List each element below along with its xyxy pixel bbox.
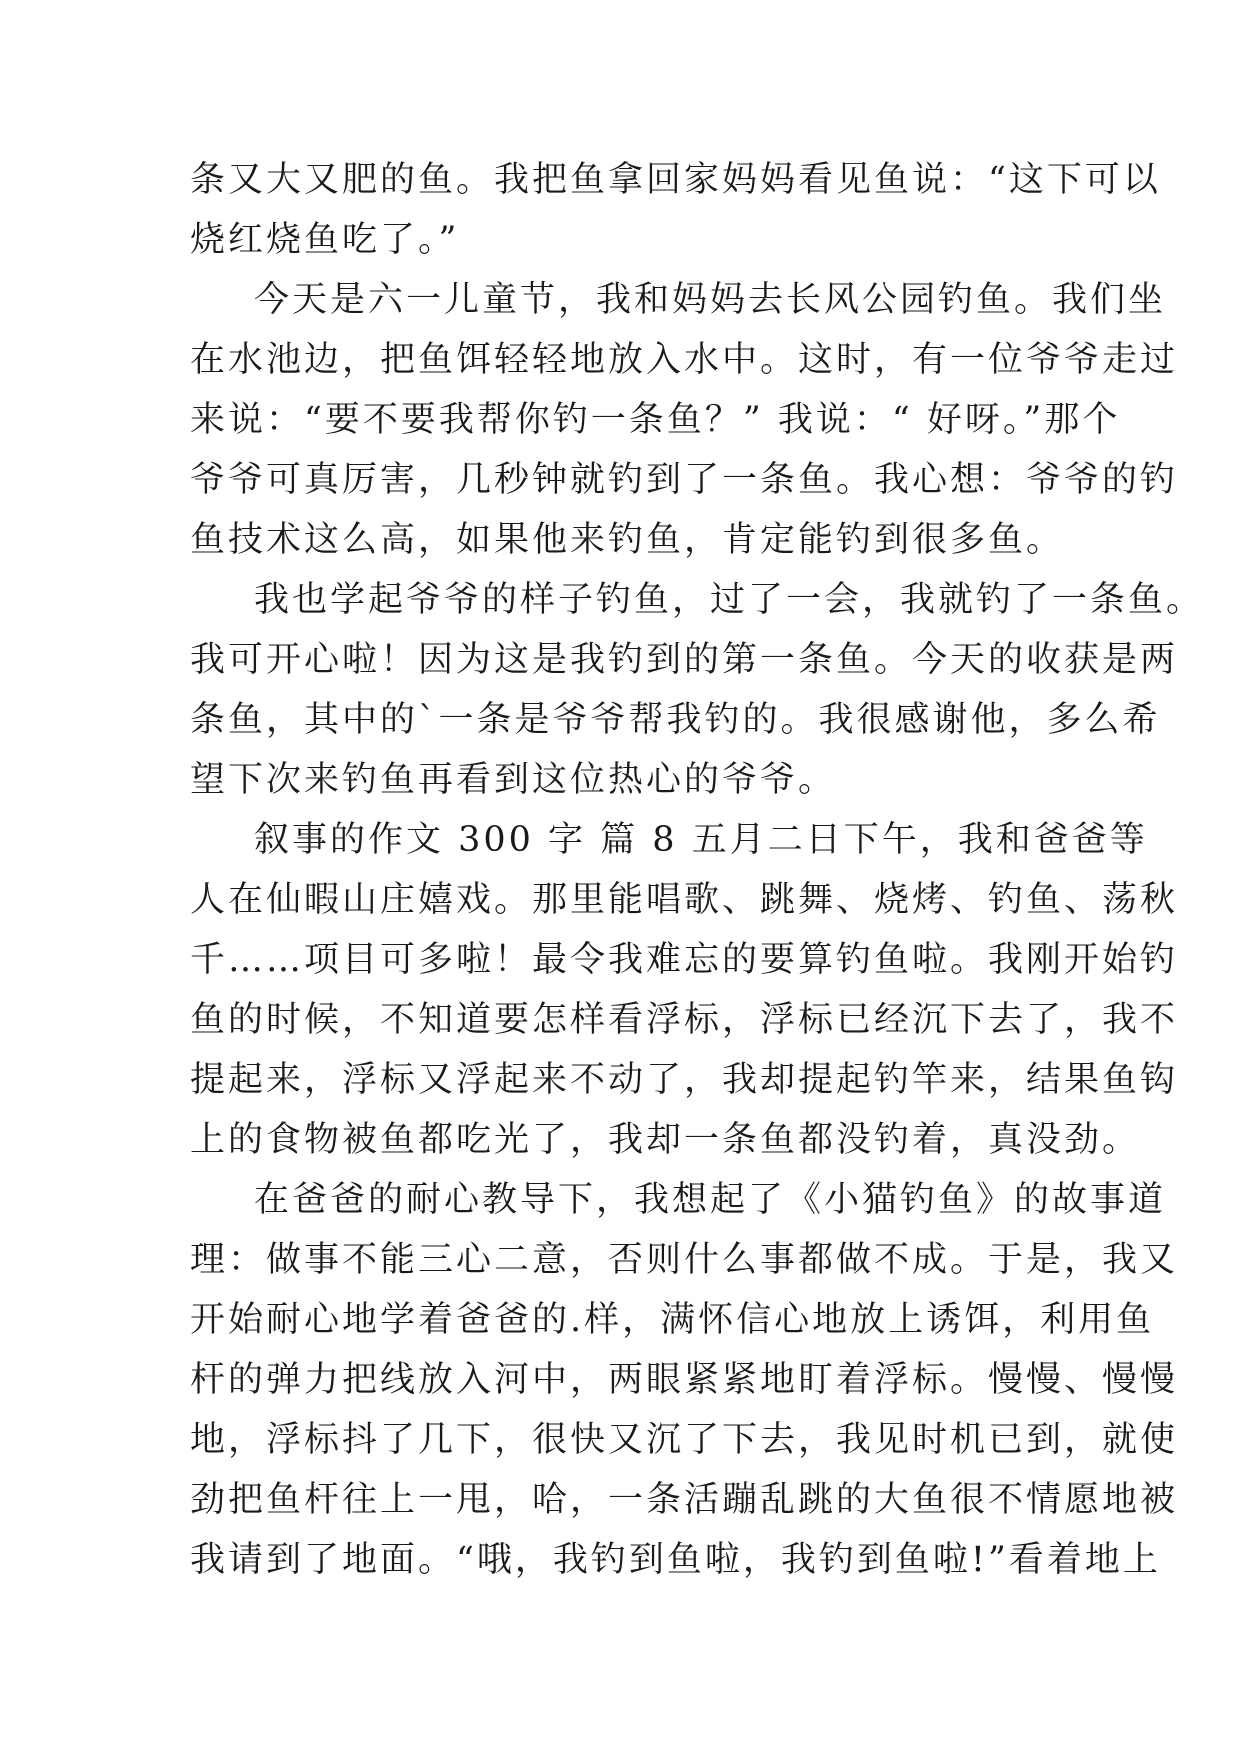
text-line: 千……项目可多啦！最令我难忘的要算钓鱼啦。我刚开始钓 [190,940,1179,980]
paragraph-first-line: 今天是六一儿童节，我和妈妈去长风公园钓鱼。我们坐 [254,280,1167,320]
text-line: 我可开心啦！因为这是我钓到的第一条鱼。今天的收获是两 [190,640,1179,680]
text-line: 爷爷可真厉害，几秒钟就钓到了一条鱼。我心想：爷爷的钓 [190,460,1179,500]
paragraph-first-line: 在爸爸的耐心教导下，我想起了《小猫钓鱼》的故事道 [254,1180,1167,1220]
section-heading-line: 叙事的作文 300 字 篇 8 五月二日下午，我和爸爸等 [254,820,1148,860]
text-line: 条又大又肥的鱼。我把鱼拿回家妈妈看见鱼说：“这下可以 [190,160,1161,200]
text-line: 在水池边，把鱼饵轻轻地放入水中。这时，有一位爷爷走过 [190,340,1179,380]
text-line: 烧红烧鱼吃了。” [190,220,460,260]
text-line: 条鱼，其中的`一条是爷爷帮我钓的。我很感谢他，多么希 [190,700,1161,740]
text-line: 我请到了地面。“哦，我钓到鱼啦，我钓到鱼啦!”看着地上 [190,1540,1161,1580]
text-line: 劲把鱼杆往上一甩，哈，一条活蹦乱跳的大鱼很不情愿地被 [190,1480,1179,1520]
text-line: 理：做事不能三心二意，否则什么事都做不成。于是，我又 [190,1240,1179,1280]
text-line: 鱼的时候，不知道要怎样看浮标，浮标已经沉下去了，我不 [190,1000,1179,1040]
paragraph-first-line: 我也学起爷爷的样子钓鱼，过了一会，我就钓了一条鱼。 [254,580,1205,620]
text-line: 人在仙暇山庄嬉戏。那里能唱歌、跳舞、烧烤、钓鱼、荡秋 [190,880,1179,920]
text-line: 杆的弹力把线放入河中，两眼紧紧地盯着浮标。慢慢、慢慢 [190,1360,1179,1400]
body-text [190,150,1205,1590]
text-line: 来说：“要不要我帮你钓一条鱼？” 我说：“ 好呀。”那个 [190,400,1121,440]
text-line: 地，浮标抖了几下，很快又沉了下去，我见时机已到，就使 [190,1420,1179,1460]
text-line: 提起来，浮标又浮起来不动了，我却提起钓竿来，结果鱼钩 [190,1060,1179,1100]
text-line: 上的食物被鱼都吃光了，我却一条鱼都没钓着，真没劲。 [190,1120,1141,1160]
text-line: 望下次来钓鱼再看到这位热心的爷爷。 [190,760,837,800]
text-line: 鱼技术这么高，如果他来钓鱼，肯定能钓到很多鱼。 [190,520,1065,560]
text-line: 开始耐心地学着爸爸的.样，满怀信心地放上诱饵，利用鱼 [190,1300,1155,1340]
